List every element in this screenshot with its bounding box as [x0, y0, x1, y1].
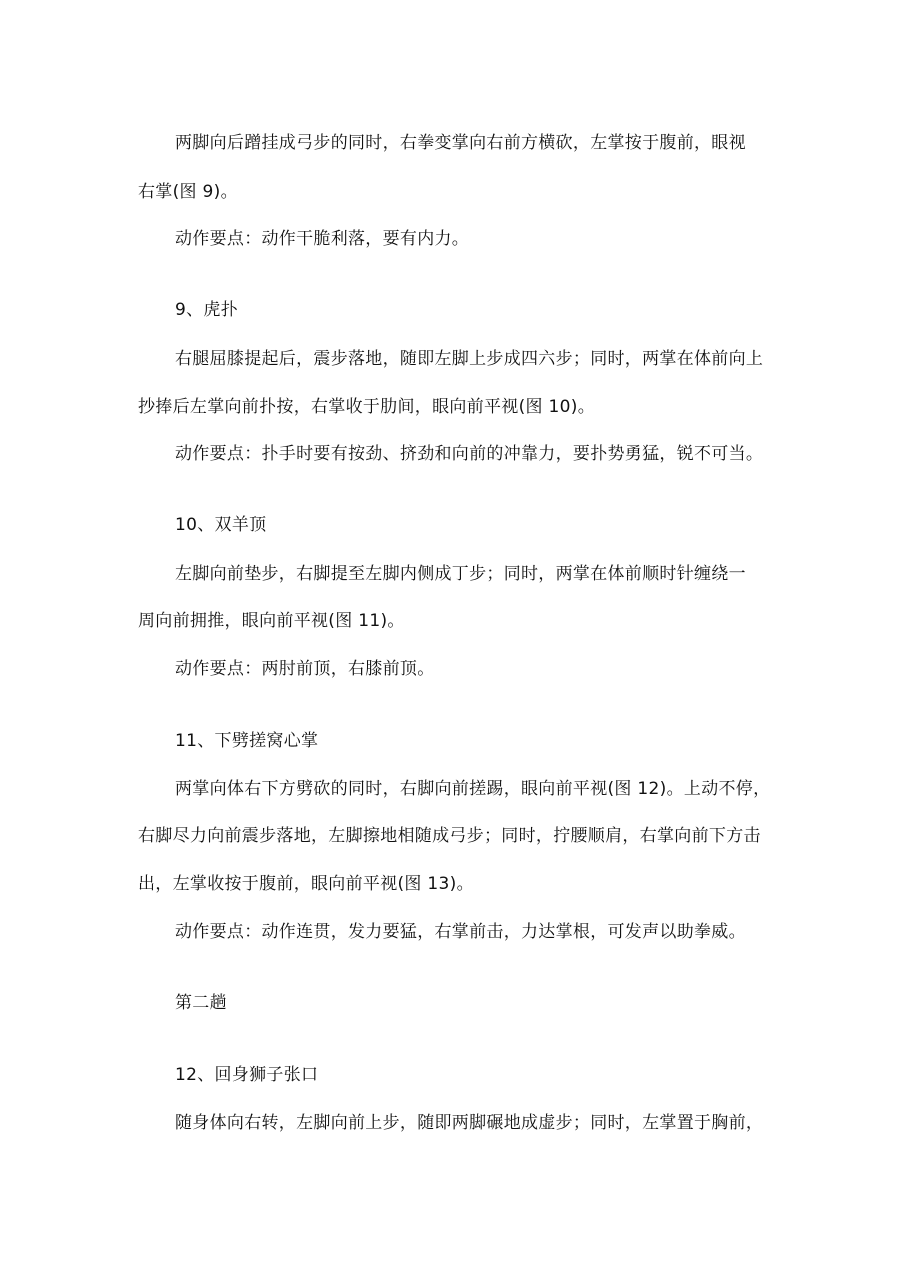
key-points-line: 动作要点：扑手时要有按劲、挤劲和向前的冲靠力，要扑势勇猛，锐不可当。 — [175, 444, 764, 464]
paragraph-line: 周向前拥推，眼向前平视(图 11)。 — [138, 611, 405, 631]
paragraph-line: 两掌向体右下方劈砍的同时，右脚向前搓踢，眼向前平视(图 12)。上动不停， — [175, 779, 771, 799]
section-heading: 12、回身狮子张口 — [175, 1065, 319, 1085]
paragraph-line: 右脚尽力向前震步落地，左脚擦地相随成弓步；同时，拧腰顺肩，右掌向前下方击 — [138, 826, 761, 846]
section-heading: 10、双羊顶 — [175, 515, 267, 535]
section-heading: 9、虎扑 — [175, 300, 239, 320]
part-heading: 第二趟 — [175, 993, 227, 1013]
paragraph-line: 右掌(图 9)。 — [138, 182, 238, 202]
paragraph-line: 出，左掌收按于腹前，眼向前平视(图 13)。 — [138, 874, 474, 894]
paragraph-line: 右腿屈膝提起后，震步落地，随即左脚上步成四六步；同时，两掌在体前向上 — [175, 349, 764, 369]
paragraph-line: 左脚向前垫步，右脚提至左脚内侧成丁步；同时，两掌在体前顺时针缠绕一 — [175, 564, 746, 584]
key-points-line: 动作要点：动作连贯，发力要猛，右掌前击，力达掌根，可发声以助拳威。 — [175, 922, 746, 942]
paragraph-line: 随身体向右转，左脚向前上步，随即两脚碾地成虚步；同时，左掌置于胸前， — [175, 1113, 764, 1133]
section-heading: 11、下劈搓窝心掌 — [175, 731, 319, 751]
key-points-line: 动作要点：动作干脆利落，要有内力。 — [175, 229, 470, 249]
key-points-line: 动作要点：两肘前顶，右膝前顶。 — [175, 659, 435, 679]
paragraph-line: 两脚向后蹭挂成弓步的同时，右拳变掌向右前方横砍，左掌按于腹前，眼视 — [175, 133, 746, 153]
paragraph-line: 抄捧后左掌向前扑按，右掌收于肋间，眼向前平视(图 10)。 — [138, 397, 595, 417]
